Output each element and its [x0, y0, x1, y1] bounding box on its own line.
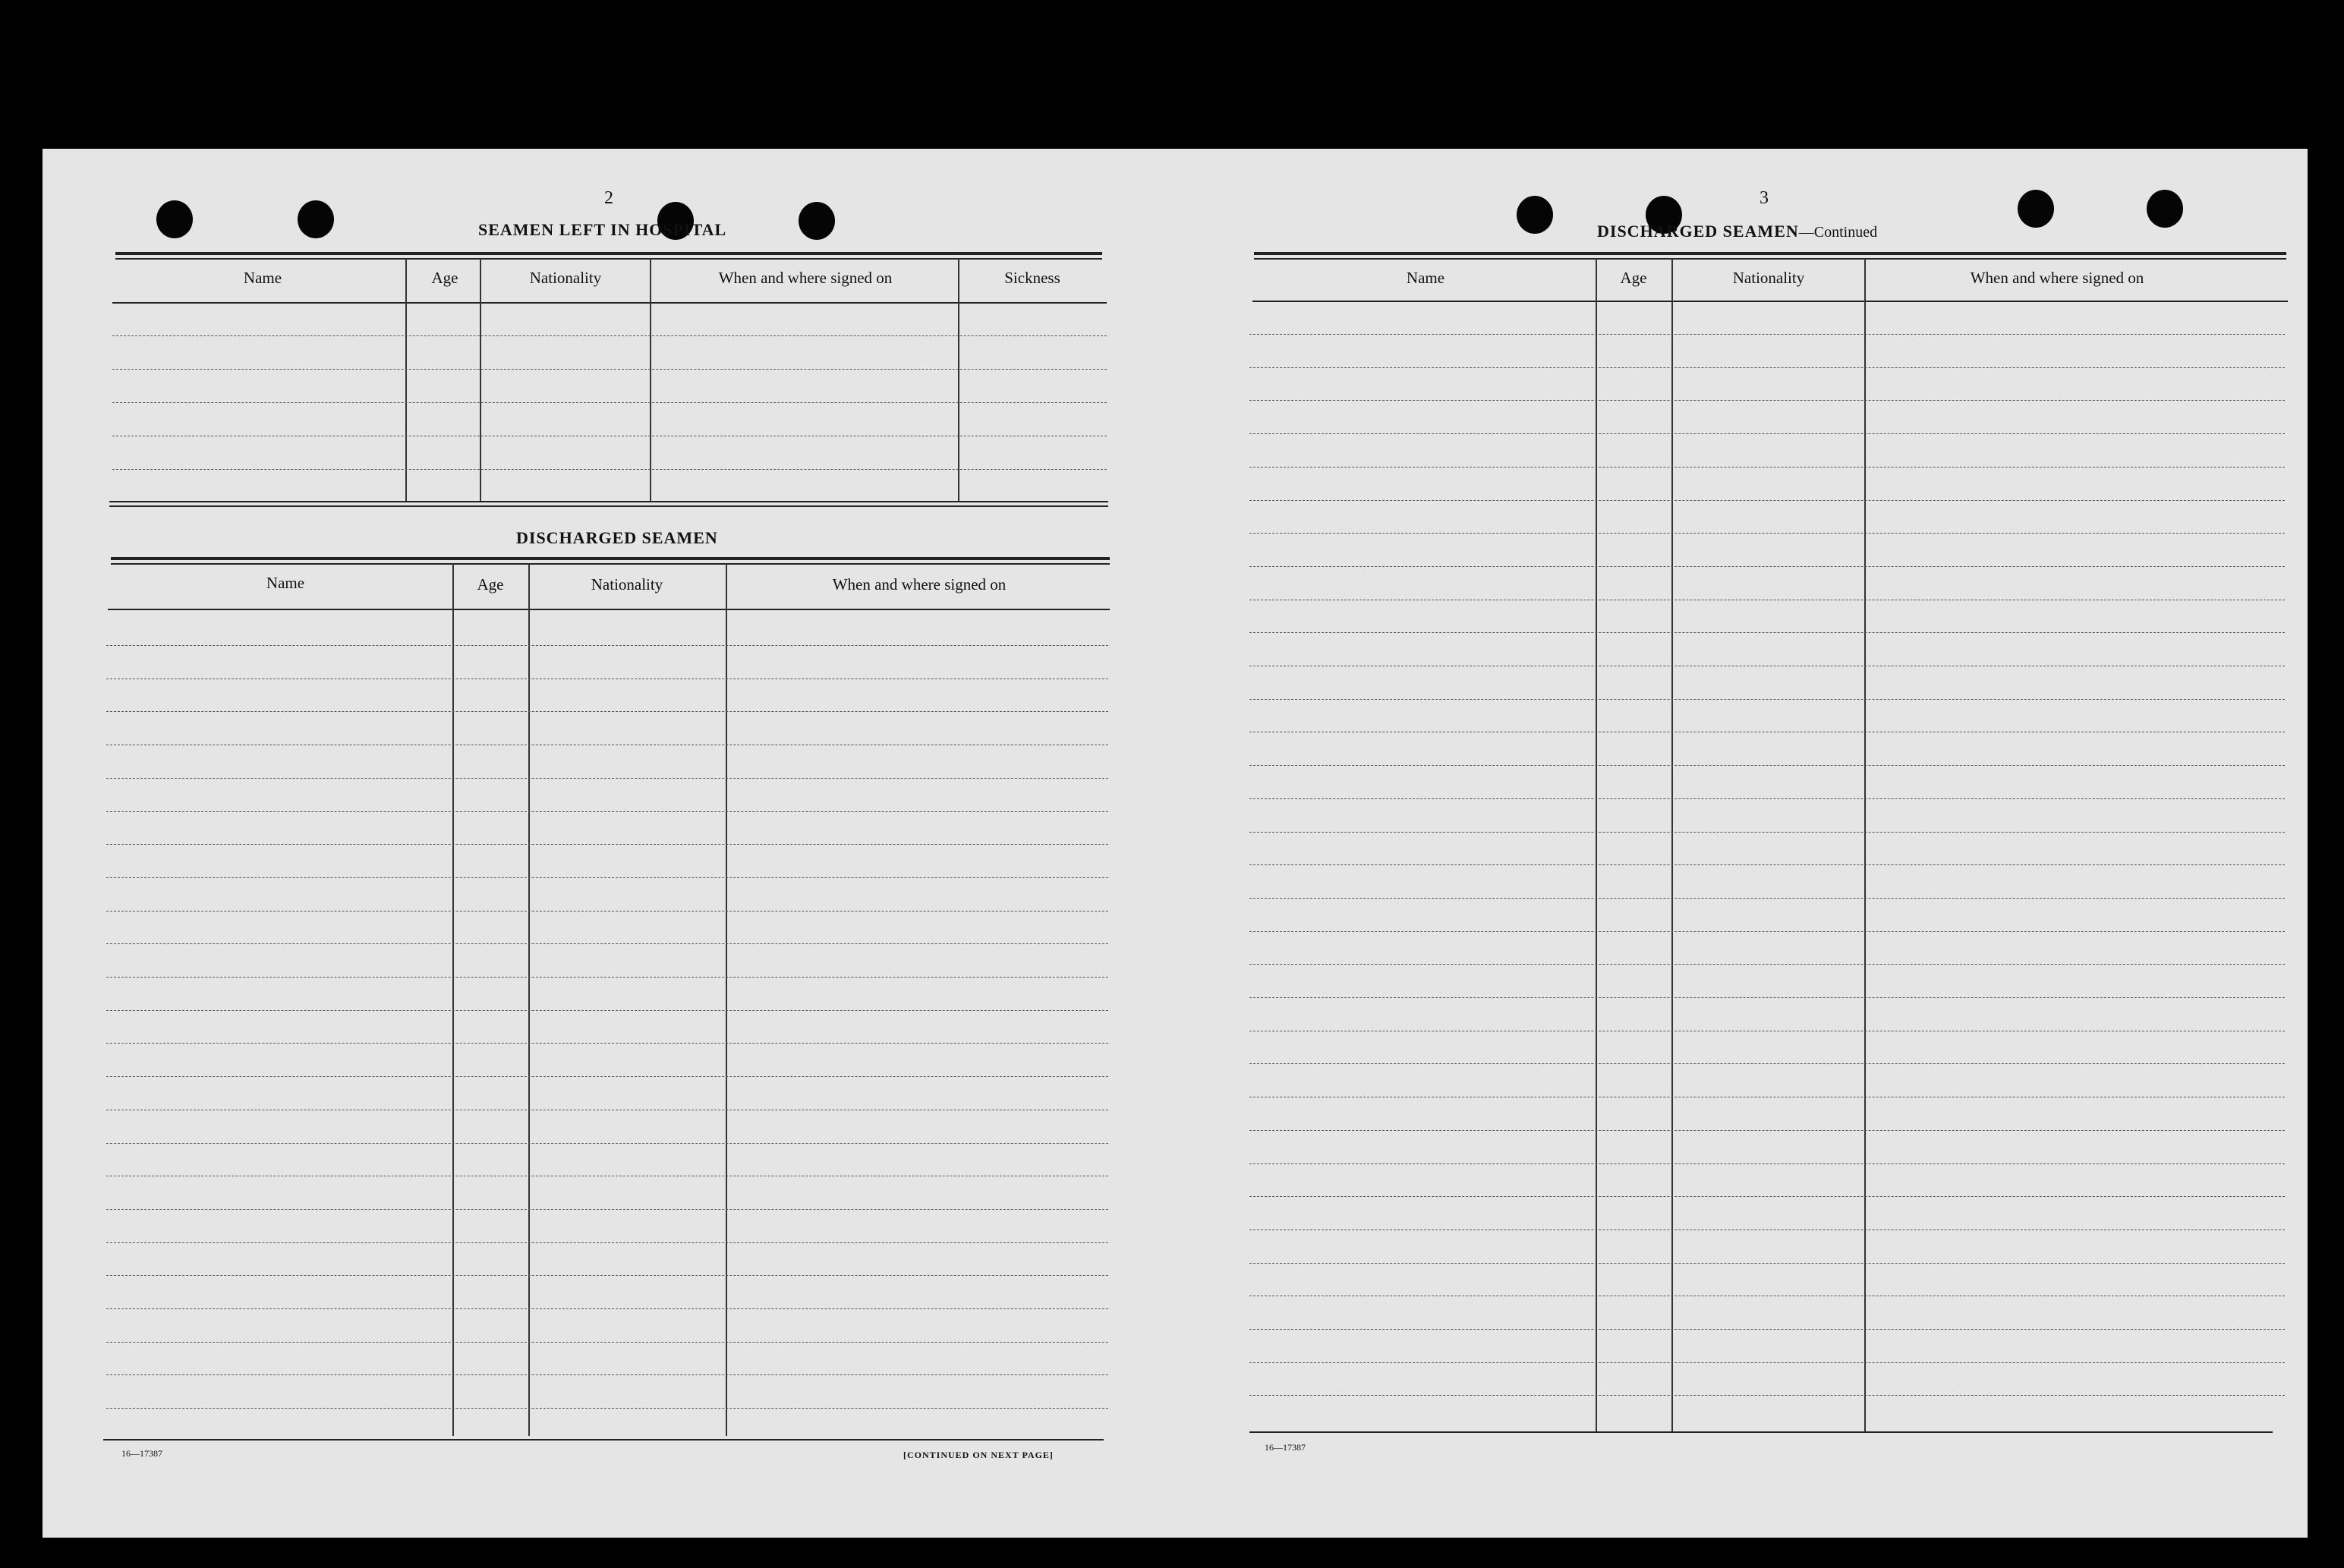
table-row: [106, 645, 1108, 646]
table-row: [106, 1143, 1108, 1144]
section-title-text: DISCHARGED SEAMEN: [1597, 222, 1799, 241]
table-top-rule: [111, 557, 1110, 560]
column-divider: [726, 563, 727, 1436]
table-row: [106, 811, 1108, 812]
table-bottom-rule: [109, 501, 1108, 502]
column-divider: [958, 258, 959, 501]
continued-note: [CONTINUED ON NEXT PAGE]: [903, 1450, 1054, 1460]
column-header-name: Name: [266, 574, 305, 592]
table-row: [106, 1342, 1108, 1343]
table-row: [106, 977, 1108, 978]
table-bottom-rule: [1249, 1431, 2273, 1433]
table-row: [1249, 500, 2285, 501]
table-row: [1249, 1395, 2285, 1396]
punch-hole: [156, 200, 193, 238]
page-number: 2: [604, 188, 613, 208]
column-header-name: Name: [1406, 269, 1445, 287]
table-row: [1249, 632, 2285, 633]
table-row: [1249, 832, 2285, 833]
table-row: [106, 1010, 1108, 1011]
table-row: [112, 402, 1107, 403]
section-title-suffix: —Continued: [1798, 224, 1878, 241]
column-divider: [528, 563, 530, 1436]
table-row: [106, 1209, 1108, 1210]
table-row: [1249, 898, 2285, 899]
table-row: [1249, 1163, 2285, 1164]
table-row: [1249, 964, 2285, 965]
form-code: 16—17387: [1265, 1442, 1306, 1453]
document-sheet: [43, 149, 2308, 1538]
punch-hole: [2018, 190, 2054, 228]
table-row: [1249, 1196, 2285, 1197]
table-row: [106, 844, 1108, 845]
table-row: [112, 335, 1107, 336]
form-code: 16—17387: [121, 1448, 162, 1459]
column-header-sickness: Sickness: [1004, 269, 1060, 287]
column-header-signed-on: When and where signed on: [1970, 269, 2144, 287]
table-row: [106, 778, 1108, 779]
header-rule: [1252, 301, 2288, 302]
column-header-name: Name: [243, 269, 282, 287]
table-row: [106, 1076, 1108, 1077]
table-bottom-rule: [103, 1439, 1104, 1440]
table-row: [106, 911, 1108, 912]
column-divider: [452, 563, 454, 1436]
discharged-section-title: DISCHARGED SEAMEN: [516, 528, 718, 547]
table-row: [1249, 566, 2285, 567]
table-top-rule: [115, 252, 1102, 255]
table-bottom-rule: [109, 505, 1108, 507]
punch-hole: [1517, 196, 1553, 234]
header-rule: [108, 609, 1110, 610]
page-number: 3: [1760, 188, 1769, 208]
table-row: [112, 369, 1107, 370]
table-row: [1249, 433, 2285, 434]
table-row: [106, 1242, 1108, 1243]
table-row: [1249, 765, 2285, 766]
table-row: [1249, 367, 2285, 368]
table-row: [1249, 334, 2285, 335]
table-row: [1249, 997, 2285, 998]
table-row: [1249, 699, 2285, 700]
table-top-rule: [1254, 258, 2286, 260]
column-header-age: Age: [1620, 269, 1647, 287]
table-top-rule: [1254, 252, 2286, 255]
table-row: [112, 469, 1107, 470]
column-header-age: Age: [431, 269, 458, 287]
column-header-signed-on: When and where signed on: [832, 575, 1007, 594]
punch-hole: [298, 200, 334, 238]
punch-hole: [2147, 190, 2183, 228]
table-top-rule: [115, 258, 1102, 260]
hospital-section-title: SEAMEN LEFT IN HOSPITAL: [478, 220, 727, 239]
table-row: [1249, 1263, 2285, 1264]
column-header-nationality: Nationality: [529, 269, 602, 287]
table-row: [1249, 1329, 2285, 1330]
table-row: [106, 1308, 1108, 1309]
column-header-nationality: Nationality: [1732, 269, 1805, 287]
table-row: [1249, 931, 2285, 932]
table-row: [106, 1408, 1108, 1409]
table-row: [106, 877, 1108, 878]
table-row: [106, 1275, 1108, 1276]
table-row: [106, 1374, 1108, 1375]
punch-hole: [799, 202, 835, 240]
table-row: [1249, 1130, 2285, 1131]
table-row: [1249, 467, 2285, 468]
column-header-signed-on: When and where signed on: [718, 269, 893, 287]
discharged-continued-title: [1597, 222, 1877, 241]
column-header-age: Age: [477, 575, 504, 594]
column-divider: [405, 258, 407, 501]
table-row: [1249, 400, 2285, 401]
table-top-rule: [111, 563, 1110, 565]
table-row: [106, 711, 1108, 712]
column-divider: [650, 258, 651, 501]
table-row: [1249, 798, 2285, 799]
column-header-nationality: Nationality: [591, 575, 663, 594]
column-divider: [480, 258, 481, 501]
table-row: [106, 943, 1108, 944]
table-row: [106, 1043, 1108, 1044]
table-row: [1249, 533, 2285, 534]
table-row: [1249, 1063, 2285, 1064]
table-row: [1249, 1362, 2285, 1363]
table-row: [1249, 864, 2285, 865]
